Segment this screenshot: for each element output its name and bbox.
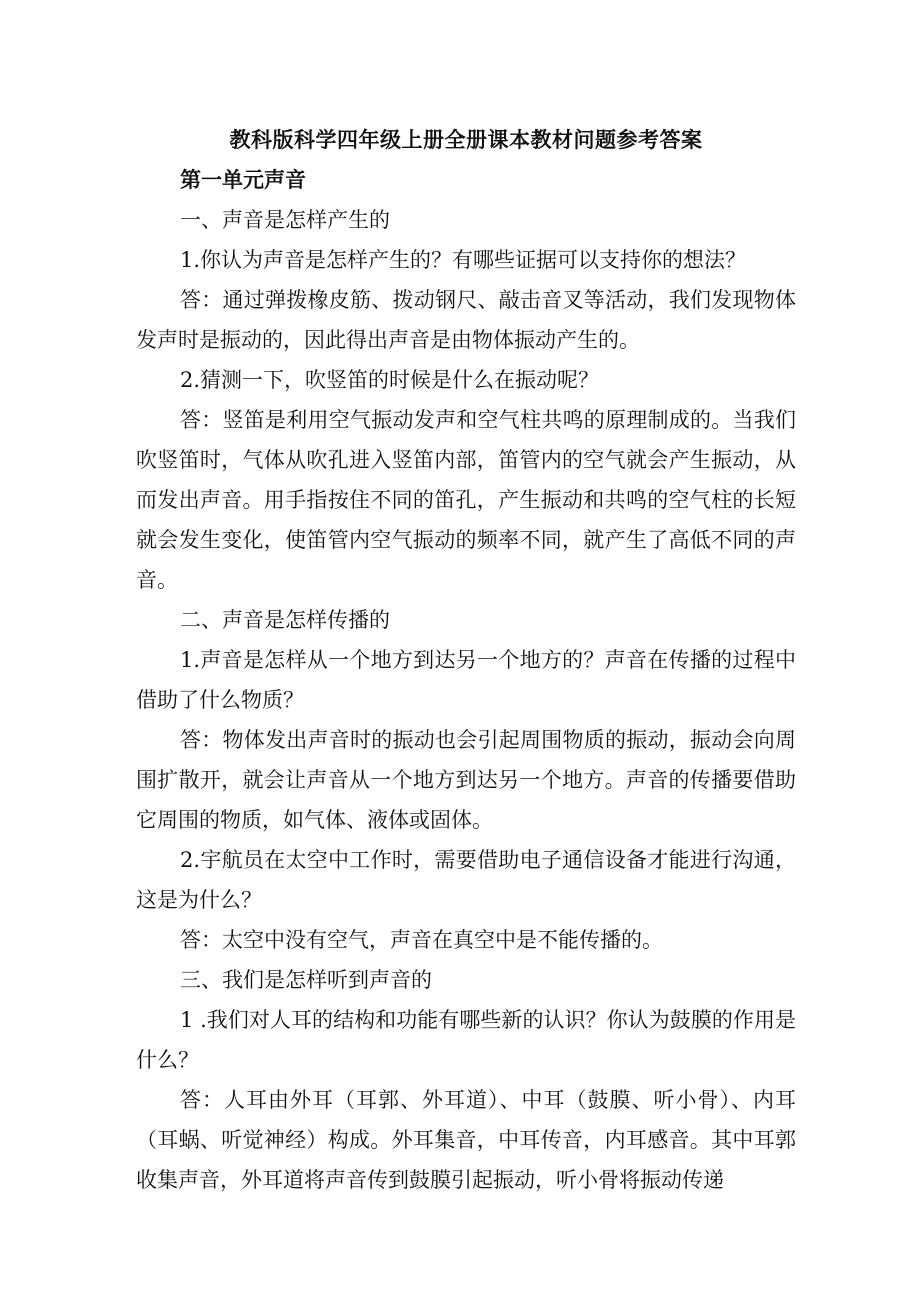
answer-1-1: 答：通过弹拨橡皮筋、拨动钢尺、敲击音叉等活动，我们发现物体发声时是振动的，因此得出声音是由物体振动产生的。 (136, 288, 796, 352)
question-1-2: 2.猜测一下，吹竖笛的时候是什么在振动呢？ (180, 368, 600, 392)
answer-2-1: 答：物体发出声音时的振动也会引起周围物质的振动，振动会向周围扩散开，就会让声音从一个地方到达另一个地方。声音的传播要借助它周围的物质，如气体、液体或固体。 (136, 728, 796, 832)
question-3-1: 1 .我们对人耳的结构和功能有哪些新的认识？你认为鼓膜的作用是什么？ (136, 1008, 796, 1072)
section-heading-2: 二、声音是怎样传播的 (180, 608, 390, 632)
answer-1-2: 答：竖笛是利用空气振动发声和空气柱共鸣的原理制成的。当我们吹竖笛时，气体从吹孔进入竖笛内部，笛管内的空气就会产生振动，从而发出声音。用手指按住不同的笛孔，产生振动和共鸣的空气柱的长短就会发生变化，使笛管内空气振动的频率不同，就产生了高低不同的声音。 (136, 408, 796, 592)
question-1-1: 1.你认为声音是怎样产生的？有哪些证据可以支持你的想法？ (180, 248, 747, 272)
section-heading-3: 三、我们是怎样听到声音的 (180, 968, 432, 992)
question-2-1: 1.声音是怎样从一个地方到达另一个地方的？声音在传播的过程中借助了什么物质？ (136, 648, 796, 712)
answer-2-2: 答：太空中没有空气，声音在真空中是不能传播的。 (180, 928, 663, 952)
document-content (136, 120, 796, 1200)
question-2-2: 2.宇航员在太空中工作时，需要借助电子通信设备才能进行沟通，这是为什么？ (136, 848, 796, 912)
document-title: 教科版科学四年级上册全册课本教材问题参考答案 (229, 127, 703, 152)
unit-heading: 第一单元声音 (180, 167, 306, 192)
answer-3-1: 答：人耳由外耳（耳郭、外耳道）、中耳（鼓膜、听小骨）、内耳（耳蜗、听觉神经）构成。外耳集音，中耳传音，内耳感音。其中耳郭收集声音，外耳道将声音传到鼓膜引起振动，听小骨将振动传递 (136, 1088, 796, 1192)
section-heading-1: 一、声音是怎样产生的 (180, 208, 390, 232)
